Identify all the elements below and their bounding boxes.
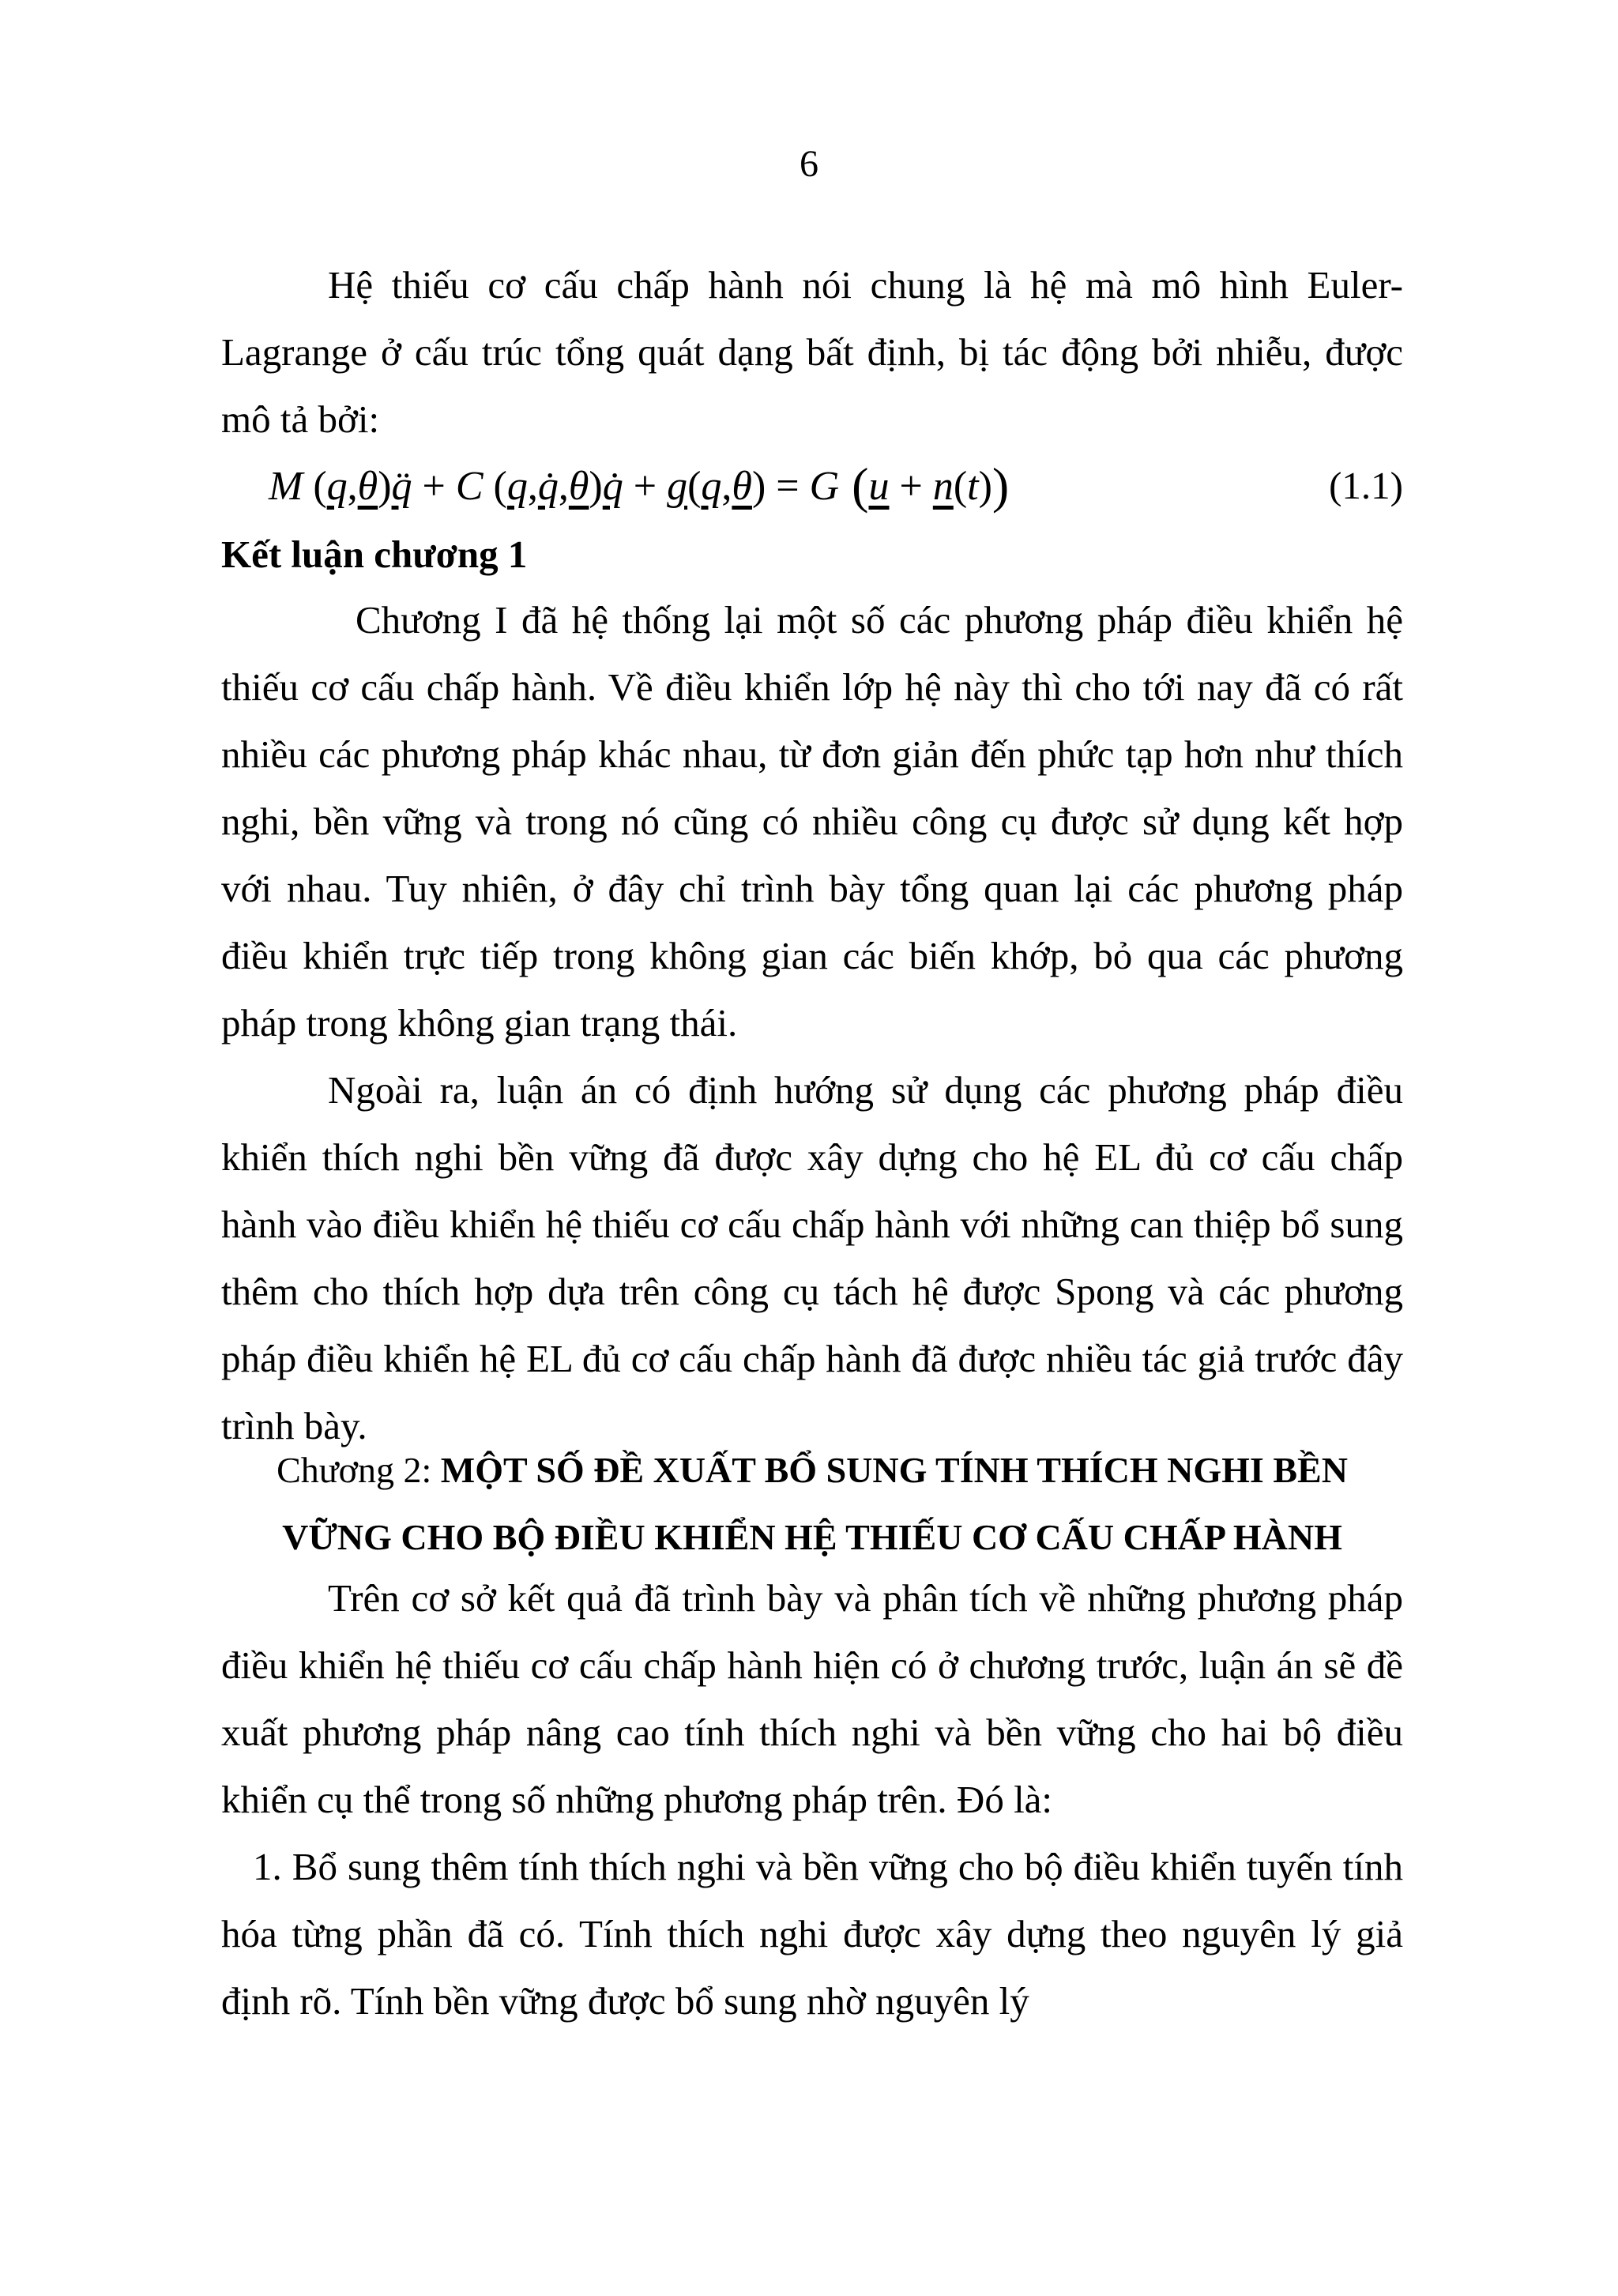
conclusion-paragraph: Ngoài ra, luận án có định hướng sử dụng các phương pháp điều khiển thích nghi bền vững đã được xây dựng cho hệ EL đủ cơ cấu chấp hành vào điều khiển hệ thiếu cơ cấu chấp hành với những can thiệp bổ sung thêm cho thích hợp dựa trên công cụ tách hệ được Spong và các phương pháp điều khiển hệ EL đủ cơ cấu chấp hành đã được nhiều tác giả trước đây trình bày. (221, 1068, 1403, 1447)
conclusion-section (221, 586, 1403, 1459)
equation-1-1 (269, 450, 1403, 521)
equation-number: (1.1) (1329, 464, 1403, 507)
chapter-title-line-2: VỮNG CHO BỘ ĐIỀU KHIỂN HỆ THIẾU CƠ CẤU CHẤP HÀNH (282, 1517, 1342, 1557)
intro-section (221, 251, 1403, 453)
conclusion-heading: Kết luận chương 1 (221, 533, 528, 576)
chapter2-paragraph: Trên cơ sở kết quả đã trình bày và phân tích về những phương pháp điều khiển hệ thiếu cơ cấu chấp hành hiện có ở chương trước, luận án sẽ đề xuất phương pháp nâng cao tính thích nghi và bền vững cho hai bộ điều khiển cụ thể trong số những phương pháp trên. Đó là: (221, 1576, 1403, 1821)
intro-paragraph: Hệ thiếu cơ cấu chấp hành nói chung là hệ mà mô hình Euler-Lagrange ở cấu trúc tổng quát dạng bất định, bị tác động bởi nhiễu, được mô tả bởi: (221, 263, 1403, 441)
chapter-prefix: Chương 2: (277, 1450, 441, 1490)
conclusion-paragraph: Chương I đã hệ thống lại một số các phương pháp điều khiển hệ thiếu cơ cấu chấp hành. Về điều khiển lớp hệ này thì cho tới nay đã có rất nhiều các phương pháp khác nhau, từ đơn giản đến phức tạp hơn như thích nghi, bền vững và trong nó cũng có nhiều công cụ được sử dụng kết hợp với nhau. Tuy nhiên, ở đây chỉ trình bày tổng quan lại các phương pháp điều khiển trực tiếp trong không gian các biến khớp, bỏ qua các phương pháp trong không gian trạng thái. (221, 598, 1403, 1044)
chapter-title-line-1 (221, 1436, 1403, 1504)
chapter-title-text-1: MỘT SỐ ĐỀ XUẤT BỔ SUNG TÍNH THÍCH NGHI BỀN (440, 1450, 1348, 1490)
page-number: 6 (800, 143, 818, 185)
chapter-title (221, 1436, 1403, 1571)
chapter2-list-item: 1. Bổ sung thêm tính thích nghi và bền vững cho bộ điều khiển tuyến tính hóa từng phần đã có. Tính thích nghi được xây dựng theo nguyên lý giả định rõ. Tính bền vững được bổ sung nhờ nguyên lý (221, 1845, 1403, 2023)
chapter2-section (221, 1564, 1403, 2034)
equation-expression: M (q,θ)q̈ + C (q,q̇,θ)q̇ + g(q,θ) = G (u + n(t)) (269, 457, 1010, 514)
